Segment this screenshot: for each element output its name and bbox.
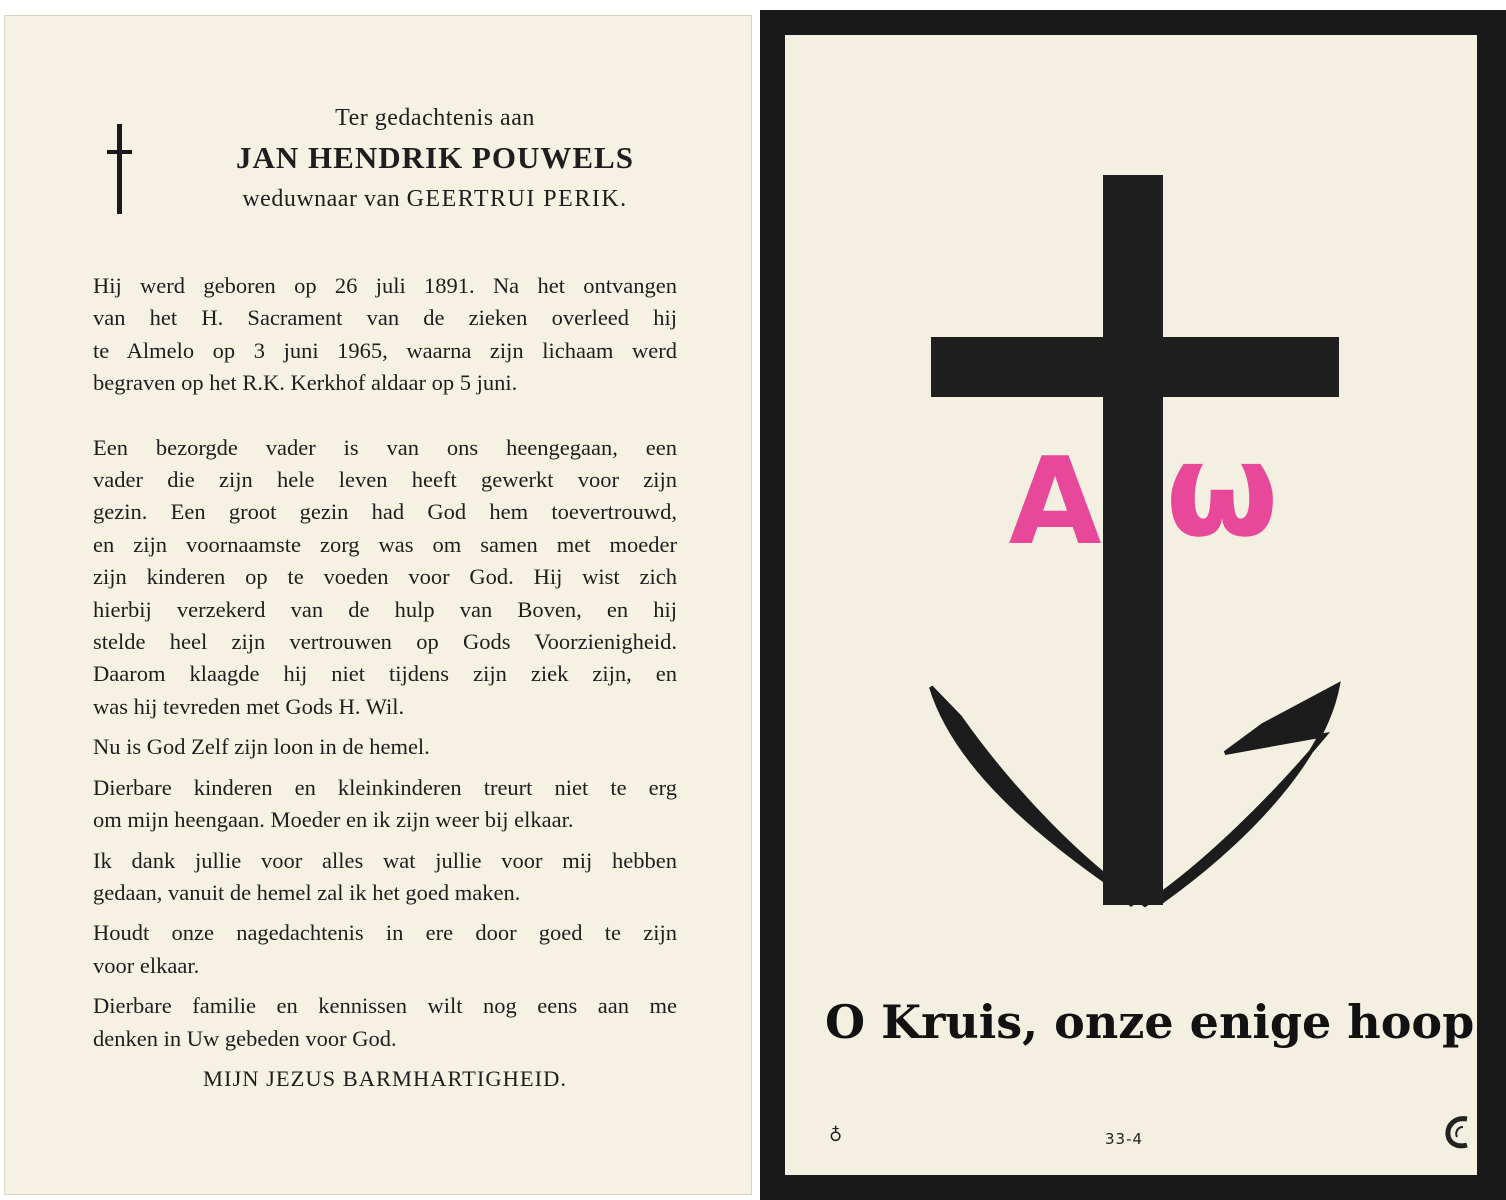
omega-letter: ω — [1165, 414, 1279, 566]
memorial-header — [155, 101, 715, 217]
intro-line: Ter gedachtenis aan — [335, 105, 535, 131]
tribute-line: hierbij verzekerd van de hulp van Boven, en hij — [93, 596, 677, 622]
heaven-line: Nu is God Zelf zijn loon in de hemel. — [93, 734, 430, 760]
tribute-line: zijn kinderen op te voeden voor God. Hij wist zich — [93, 564, 677, 590]
alpha-letter: A — [1008, 433, 1102, 572]
memorial-image-card — [760, 10, 1506, 1200]
spouse-prefix: weduwnaar van — [242, 186, 401, 212]
image-card-inner — [785, 35, 1477, 1175]
deceased-name: JAN HENDRIK POUWELS — [236, 140, 634, 175]
tribute-line: was hij tevreden met Gods H. Wil. — [93, 693, 405, 719]
tribute-line: Daarom klaagde hij niet tijdens zijn ziek zijn, en — [93, 661, 677, 687]
children-line: Dierbare kinderen en kleinkinderen treurt niet te erg — [93, 774, 677, 800]
publisher-mark-left: ♁ — [829, 1125, 843, 1146]
cross-icon — [105, 124, 135, 214]
tribute-line: gezin. Een groot gezin had God hem toevertrouwd, — [93, 499, 677, 525]
bio-line: van het H. Sacrament van de zieken overleed hij — [93, 305, 677, 331]
memorial-body — [93, 270, 677, 1055]
thanks-line: gedaan, vanuit de hemel zal ik het goed maken. — [93, 879, 521, 905]
children-line: om mijn heengaan. Moeder en ik zijn weer bij elkaar. — [93, 807, 574, 833]
prayer-line: denken in Uw gebeden voor God. — [93, 1025, 397, 1051]
tribute-line: Een bezorgde vader is van ons heengegaan, een — [93, 434, 677, 460]
prayer-line: Dierbare familie en kennissen wilt nog eens aan me — [93, 993, 677, 1019]
bio-line: te Almelo op 3 juni 1965, waarna zijn lichaam werd — [93, 337, 677, 363]
bio-line: Hij werd geboren op 26 juli 1891. Na het ontvangen — [93, 273, 677, 298]
motto-text: O Kruis, onze enige hoop — [825, 995, 1475, 1049]
spouse-name: GEERTRUI PERIK. — [406, 186, 628, 212]
copyright-mark-icon — [1443, 1113, 1473, 1151]
memory-line: voor elkaar. — [93, 952, 200, 978]
thanks-line: Ik dank jullie voor alles wat jullie voor mij hebben — [93, 847, 677, 873]
tribute-line: stelde heel zijn vertrouwen op Gods Voorzienigheid. — [93, 629, 677, 655]
spouse-line — [155, 181, 715, 217]
closing-prayer: MIJN JEZUS BARMHARTIGHEID. — [202, 1066, 568, 1091]
card-code: 33-4 — [1105, 1130, 1144, 1148]
tribute-line: en zijn voornaamste zorg was om samen met moeder — [93, 531, 677, 557]
memorial-text-card — [4, 15, 752, 1195]
bio-line: begraven op het R.K. Kerkhof aldaar op 5 juni. — [93, 370, 518, 396]
memory-line: Houdt onze nagedachtenis in ere door goed te zijn — [93, 920, 677, 946]
tribute-line: vader die zijn hele leven heeft gewerkt voor zijn — [93, 467, 677, 493]
